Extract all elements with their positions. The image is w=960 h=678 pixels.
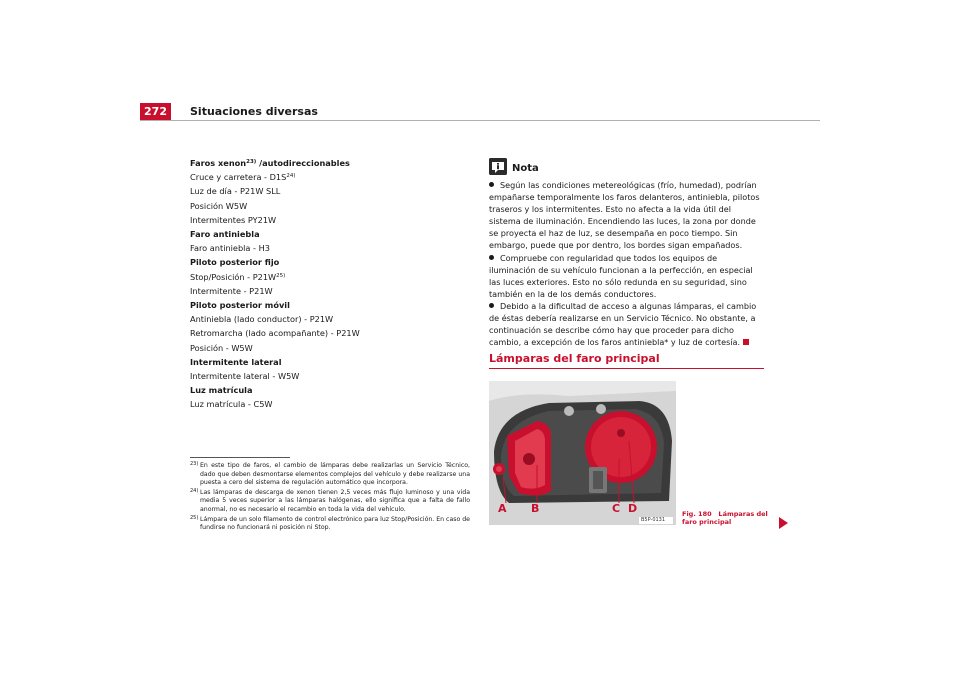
lamp-group-heading [190, 156, 470, 170]
lamp-text: Faros xenon [190, 158, 247, 168]
section-title: Situaciones diversas [190, 105, 318, 118]
footnotes [190, 462, 470, 534]
lamp-text: Posición W5W [190, 200, 248, 211]
lamp-list-item [190, 170, 470, 184]
page-number: 272 [140, 103, 171, 121]
footnote-ref: 24) [286, 173, 296, 180]
figure-number: Fig. 180 [682, 510, 712, 518]
lamp-list-item [190, 284, 470, 298]
note-bullet [489, 252, 765, 300]
footnote-text: Lámpara de un solo filamento de control electrónico para luz Stop/Posición. En caso de fundirse no funcionará ni posición ni Stop. [200, 515, 470, 532]
note-bullet-text: Debido a la dificultad de acceso a algunas lámparas, el cambio de éstas debería realizarse en un Servicio Técnico. No obstante, a continuación se describe cómo hay que proceder para dicho cambio, a excepción de los faros antiniebla* y luz de cortesía. [489, 300, 757, 348]
figure-label-a: A [498, 502, 507, 515]
footnote-text: En este tipo de faros, el cambio de lámparas debe realizarlas un Servicio Técnico, dado que deben desmontarse elementos complejos del vehículo y debe realizarse una puesta a cero del sistema de regulación automático que incorpora. [200, 462, 470, 487]
lamp-text-tail: /autodireccionables [256, 158, 350, 168]
lamp-group-heading [190, 383, 470, 397]
lamp-text: Piloto posterior móvil [190, 300, 290, 311]
footnote [190, 516, 470, 533]
note-body [489, 179, 765, 348]
lamp-text: Antiniebla (lado conductor) - P21W [190, 314, 334, 325]
footnote-number: 23) [190, 461, 199, 467]
lamp-text: Faro antiniebla [190, 229, 260, 240]
figure-label-b: B [531, 502, 540, 515]
footnote [190, 462, 470, 488]
lamp-text: Luz de día - P21W SLL [190, 186, 281, 197]
footnote-ref: 23) [246, 159, 257, 165]
bullet-icon [489, 303, 494, 308]
lamp-group-heading [190, 255, 470, 269]
lamp-text: Cruce y carretera - D1S [190, 172, 287, 183]
lamp-text: Stop/Posición - P21W [190, 271, 277, 282]
lamp-list-item [190, 312, 470, 326]
note-bullet-text: Según las condiciones metereológicas (frío, humedad), podrían empañarse temporalmente los faros delanteros, antiniebla, pilotos traseros y los intermitentes. Esto no afecta a la vida útil del sistema de iluminación. Encendiendo las luces, la zona por donde se proyecta el haz de luz, se desempaña en poco tiempo. Sin embargo, puede que por dentro, los bordes sigan empañados. [489, 180, 760, 251]
note-bullet [489, 300, 765, 348]
lamp-group-heading [190, 227, 470, 241]
figure-label-d: D [628, 502, 638, 515]
note-bullet [489, 179, 765, 252]
lamp-group-heading [190, 298, 470, 312]
lamp-list-item [190, 270, 470, 284]
lamp-group-heading [190, 355, 470, 369]
footnote-rule [190, 457, 290, 458]
lamp-list-item [190, 241, 470, 255]
lamp-list [190, 156, 470, 412]
figure-code: B5P-0131 [641, 517, 666, 523]
figure-caption [682, 510, 772, 526]
lamp-list-item [190, 213, 470, 227]
figure-label-c: C [612, 502, 621, 515]
headlight-figure [489, 381, 676, 525]
lamp-text: Luz matrícula [190, 385, 253, 396]
lamp-list-item [190, 199, 470, 213]
bullet-icon [489, 182, 494, 187]
section-rule [489, 368, 764, 369]
figure-caption-text: Lámparas del faro principal [682, 510, 768, 526]
note-bullet-text: Compruebe con regularidad que todos los equipos de iluminación de su vehículo funcionan a la perfección, en especial las luces exteriores. Esto no sólo redunda en su seguridad, sino también en la de los demás conductores. [489, 252, 753, 299]
lamp-text: Faro antiniebla - H3 [190, 243, 270, 254]
lamp-list-item [190, 369, 470, 383]
footnote-number: 24) [190, 487, 199, 494]
lamp-text: Luz matrícula - C5W [190, 399, 273, 410]
lamp-text: Intermitente lateral [190, 356, 282, 367]
footnote-number: 25) [190, 514, 199, 521]
footnote-ref: 25) [276, 272, 286, 279]
lamp-text: Retromarcha (lado acompañante) - P21W [190, 328, 360, 339]
lamp-text: Piloto posterior fijo [190, 257, 280, 268]
lamp-list-item [190, 341, 470, 355]
next-page-arrow-icon [779, 517, 788, 529]
bullet-icon [489, 255, 494, 260]
lamp-text: Intermitente lateral - W5W [190, 371, 300, 382]
footnote-text: Las lámparas de descarga de xenon tienen 2,5 veces más flujo luminoso y una vida media 5 veces superior a las lámparas halógenas, ello significa que a falta de fallo anormal, no es necesario el recambio en toda la vida del vehículo. [200, 488, 470, 513]
lamp-text: Intermitente - P21W [190, 285, 273, 296]
note-label: Nota [512, 163, 539, 174]
section-heading: Lámparas del faro principal [489, 352, 660, 365]
lamp-text: Posición - W5W [190, 342, 253, 353]
end-of-section-icon [743, 339, 749, 345]
lamp-list-item [190, 326, 470, 340]
note-icon [489, 158, 507, 175]
footnote [190, 489, 470, 515]
lamp-list-item [190, 397, 470, 411]
lamp-text: Intermitentes PY21W [190, 214, 277, 225]
header-rule [140, 120, 820, 121]
lamp-list-item [190, 184, 470, 198]
